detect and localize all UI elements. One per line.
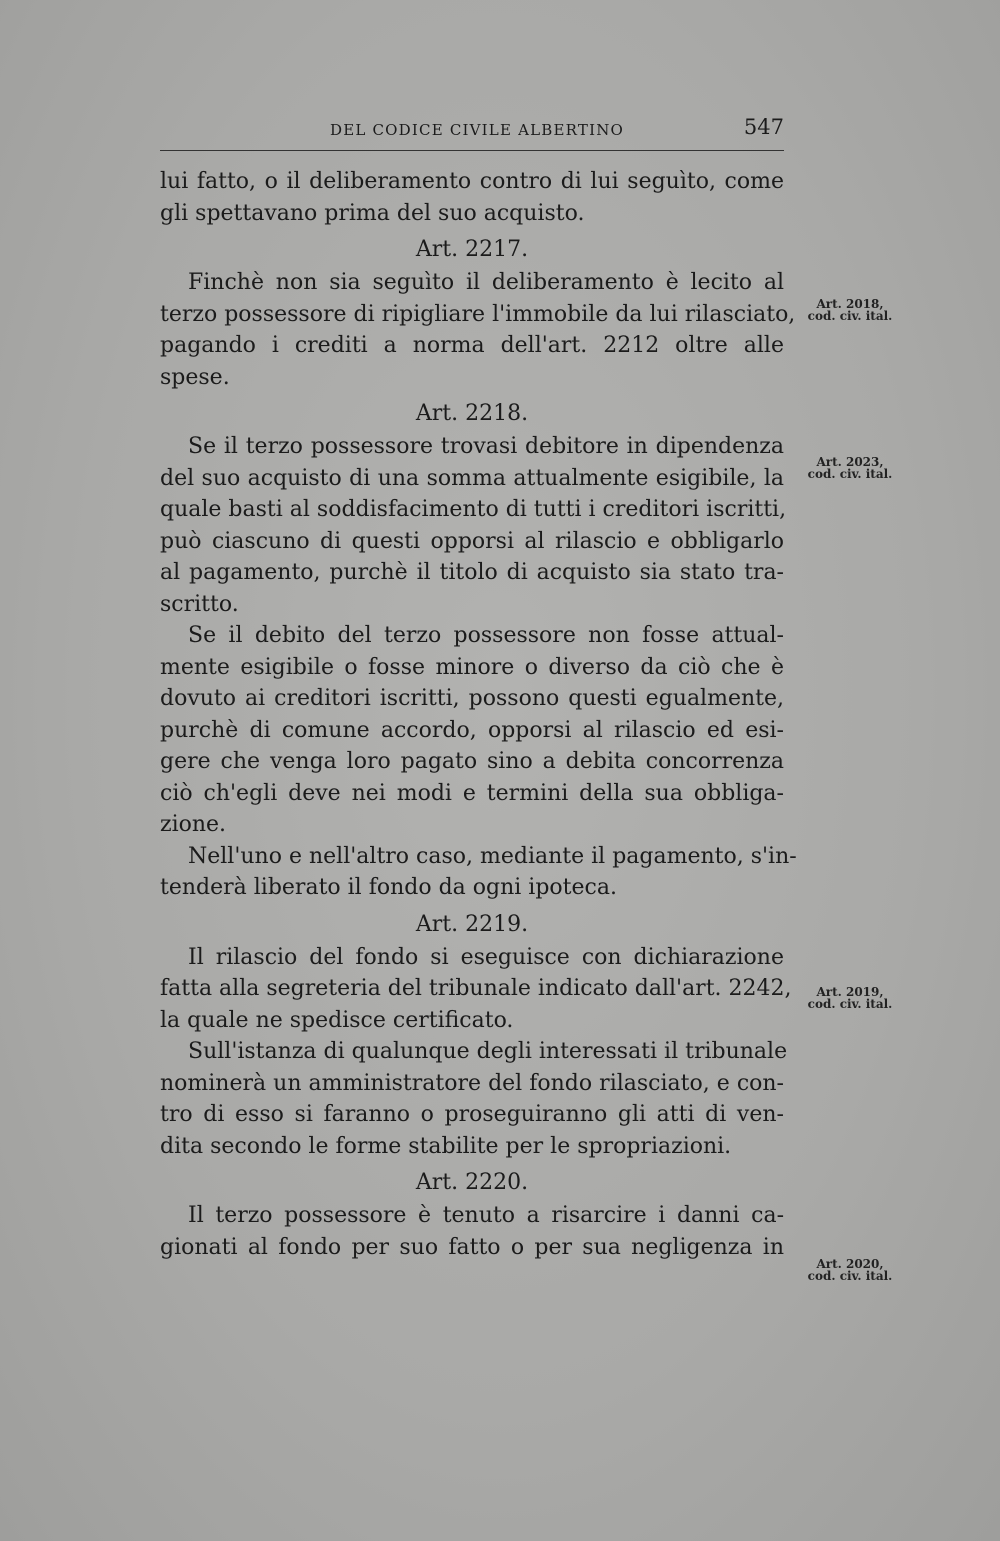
text-line: tenderà liberato il fondo da ogni ipoteca.: [160, 875, 617, 900]
text-line: del suo acquisto di una somma attualmente esigibile, la: [160, 465, 784, 491]
text-line: Finchè non sia seguìto il deliberamento è lecito al: [188, 270, 784, 295]
text-line: spese.: [160, 364, 230, 390]
text-line: ciò ch'egli deve nei modi e termini della sua obbliga-: [160, 780, 784, 806]
article-2218: [160, 393, 797, 904]
margin-note-line: cod. civ. ital.: [807, 1269, 893, 1283]
text-line: Nell'uno e nell'altro caso, mediante il pagamento, s'in-: [188, 843, 797, 869]
text-line: dovuto ai creditori iscritti, possono questi egualmente,: [160, 686, 784, 711]
page-number: 547: [743, 115, 784, 139]
margin-note-line: Art. 2018,: [816, 297, 884, 311]
article-2220: [160, 1162, 784, 1263]
margin-note-line: Art. 2019,: [816, 985, 884, 999]
text-line: lui fatto, o il deliberamento contro di lui seguìto, come: [160, 169, 784, 194]
text-line: Sull'istanza di qualunque degli interessati il tribunale: [188, 1039, 788, 1064]
text-line: pagando i crediti a norma dell'art. 2212 oltre alle: [160, 333, 784, 358]
text-line: scritto.: [160, 591, 239, 617]
article-2217: [160, 229, 796, 393]
article-heading: Art. 2220.: [415, 1170, 529, 1195]
margin-note-line: cod. civ. ital.: [807, 309, 893, 323]
page-header: [160, 117, 784, 147]
text-line: dita secondo le forme stabilite per le spropriazioni.: [160, 1133, 732, 1159]
page-body: [160, 166, 797, 1263]
text-line: fatta alla segreteria del tribunale indicato dall'art. 2242,: [160, 976, 792, 1001]
text-line: mente esigibile o fosse minore o diverso da ciò che è: [160, 654, 784, 680]
article-heading: Art. 2217.: [415, 237, 529, 262]
text-line: purchè di comune accordo, opporsi al rilascio ed esi-: [160, 717, 784, 743]
text-line: Se il terzo possessore trovasi debitore in dipendenza: [188, 434, 784, 459]
text-line: può ciascuno di questi opporsi al rilascio e obbligarlo: [160, 528, 784, 554]
margin-note-art-2220: [800, 1258, 900, 1282]
margin-note-art-2219: [800, 986, 900, 1010]
text-line: Il rilascio del fondo si eseguisce con dichiarazione: [188, 944, 784, 970]
margin-note-line: cod. civ. ital.: [807, 467, 893, 481]
text-line: la quale ne spedisce certificato.: [160, 1007, 514, 1033]
margin-note-line: Art. 2020,: [816, 1257, 884, 1271]
text-line: nominerà un amministratore del fondo rilasciato, e con-: [160, 1070, 784, 1096]
text-line: gli spettavano prima del suo acquisto.: [160, 200, 585, 226]
article-2219: [160, 904, 792, 1163]
text-line: quale basti al soddisfacimento di tutti i creditori iscritti,: [160, 497, 787, 522]
text-line: gionati al fondo per suo fatto o per sua negligenza in: [160, 1234, 784, 1260]
intro-paragraph: [160, 166, 784, 229]
article-heading: Art. 2219.: [415, 911, 529, 937]
margin-note-art-2217: [800, 298, 900, 322]
article-heading: Art. 2218.: [415, 401, 529, 426]
text-line: tro di esso si faranno o proseguiranno gli atti di ven-: [160, 1102, 784, 1127]
text-line: al pagamento, purchè il titolo di acquisto sia stato tra-: [160, 560, 784, 585]
running-title: DEL CODICE CIVILE ALBERTINO: [330, 121, 625, 139]
text-line: zione.: [160, 812, 227, 837]
margin-note-line: cod. civ. ital.: [807, 997, 893, 1011]
text-line: Il terzo possessore è tenuto a risarcire i danni ca-: [188, 1203, 784, 1228]
text-line: terzo possessore di ripigliare l'immobile da lui rilasciato,: [160, 301, 796, 327]
text-line: Se il debito del terzo possessore non fosse attual-: [188, 623, 784, 648]
header-rule: [160, 150, 784, 151]
margin-note-art-2218: [800, 456, 900, 480]
text-line: gere che venga loro pagato sino a debita concorrenza: [160, 749, 784, 774]
margin-note-line: Art. 2023,: [816, 455, 884, 469]
